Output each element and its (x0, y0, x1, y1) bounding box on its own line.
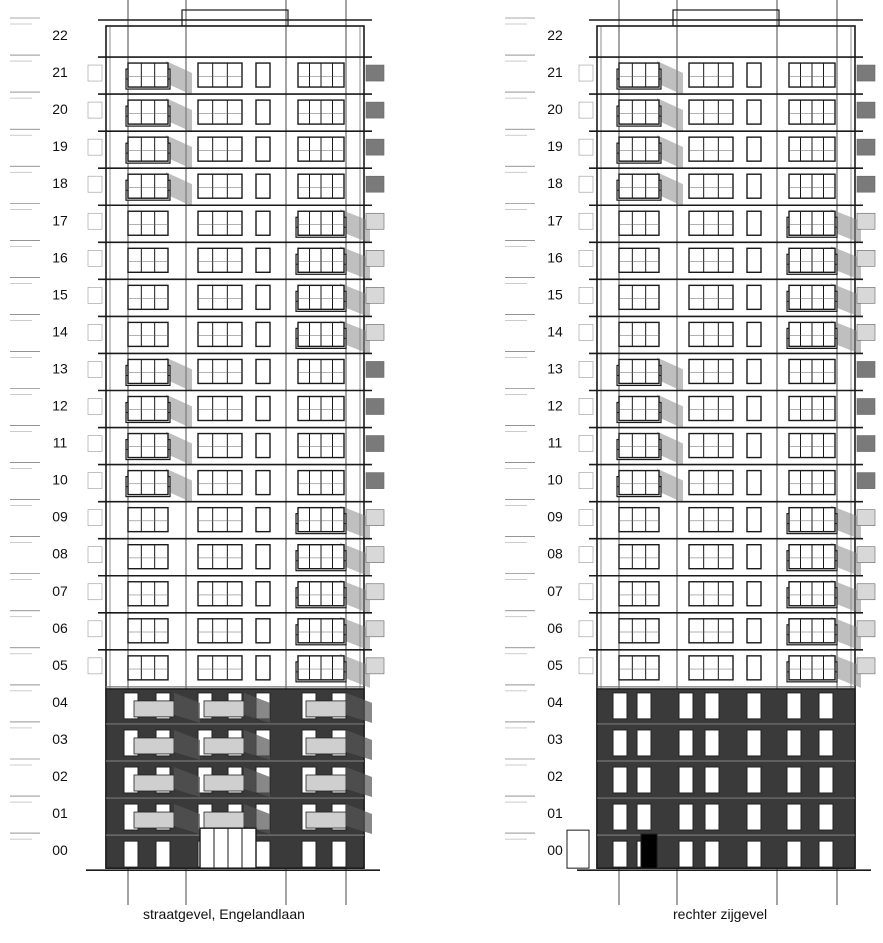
level-label: 00 (52, 842, 68, 859)
side-panel-left (88, 65, 102, 81)
window (619, 619, 659, 643)
window (689, 211, 733, 235)
window (198, 63, 242, 87)
window (198, 322, 242, 346)
window (128, 397, 168, 421)
side-panel-left (579, 324, 593, 340)
plinth-window (819, 804, 833, 830)
narrow-window (747, 248, 761, 272)
level-label: 13 (52, 360, 68, 377)
side-panel (366, 102, 384, 118)
plinth-window (637, 767, 651, 793)
street-elevation-caption: straatgevel, Engelandlaan (143, 906, 305, 922)
window (619, 248, 659, 272)
level-label: 01 (547, 805, 563, 822)
window (619, 582, 659, 606)
narrow-window (256, 174, 270, 198)
window (689, 582, 733, 606)
plinth-window (705, 841, 719, 867)
plinth-window (332, 841, 346, 867)
side-panel (366, 324, 384, 340)
roof-block (182, 10, 288, 26)
plinth-balcony (204, 738, 244, 754)
window (689, 100, 733, 124)
level-label: 20 (547, 101, 563, 118)
level-label: 11 (52, 434, 68, 451)
level-column-left (10, 18, 68, 858)
side-panel (366, 176, 384, 192)
window (128, 656, 168, 680)
window (619, 137, 659, 161)
side-panel (366, 473, 384, 489)
narrow-window (747, 174, 761, 198)
narrow-window (747, 471, 761, 495)
window (619, 656, 659, 680)
plinth-window (819, 767, 833, 793)
level-label: 15 (547, 286, 563, 303)
plinth-window (747, 730, 761, 756)
side-panel-left (579, 621, 593, 637)
plinth-window (637, 693, 651, 719)
narrow-window (256, 137, 270, 161)
window (619, 545, 659, 569)
side-panel (366, 547, 384, 563)
side-panel-left (88, 213, 102, 229)
side-panel-left (579, 250, 593, 266)
side-panel (366, 510, 384, 526)
level-label: 13 (547, 360, 563, 377)
window (198, 100, 242, 124)
level-label: 04 (547, 693, 563, 710)
plinth-balcony (306, 738, 346, 754)
narrow-window (256, 397, 270, 421)
side-panel (857, 324, 875, 340)
right-elevation-caption: rechter zijgevel (673, 906, 768, 922)
plinth-window (787, 693, 801, 719)
narrow-window (747, 359, 761, 383)
side-panel-left (88, 584, 102, 600)
window (689, 656, 733, 680)
side-panel-left (579, 658, 593, 674)
level-label: 16 (547, 249, 563, 266)
window (198, 434, 242, 458)
window (689, 397, 733, 421)
plinth-window (705, 804, 719, 830)
plinth-window (819, 693, 833, 719)
plinth-balcony (306, 701, 346, 717)
side-panel-left (88, 361, 102, 377)
plinth-window (787, 767, 801, 793)
level-label: 22 (52, 27, 68, 43)
side-panel-left (579, 547, 593, 563)
window (619, 211, 659, 235)
level-label: 15 (52, 286, 68, 303)
window (198, 248, 242, 272)
plinth-window (613, 841, 627, 867)
window (128, 174, 168, 198)
side-panel-left (579, 399, 593, 415)
narrow-window (256, 285, 270, 309)
window (689, 359, 733, 383)
window (128, 248, 168, 272)
narrow-window (747, 63, 761, 87)
level-label: 03 (547, 730, 563, 747)
side-annex (567, 830, 589, 868)
level-label: 09 (547, 508, 563, 525)
level-label: 00 (547, 842, 563, 859)
window (128, 322, 168, 346)
narrow-window (256, 619, 270, 643)
plinth-window (679, 841, 693, 867)
plinth-window (787, 730, 801, 756)
narrow-window (256, 471, 270, 495)
plinth-window (613, 804, 627, 830)
level-label: 19 (547, 138, 563, 155)
side-panel (857, 102, 875, 118)
side-panel-left (88, 324, 102, 340)
level-label: 06 (547, 619, 563, 636)
window (128, 508, 168, 532)
window (619, 174, 659, 198)
window (619, 285, 659, 309)
window (689, 545, 733, 569)
window (689, 322, 733, 346)
plinth-window (637, 730, 651, 756)
plinth-window (747, 767, 761, 793)
narrow-window (747, 137, 761, 161)
window (128, 285, 168, 309)
level-label: 11 (547, 434, 563, 451)
side-panel (366, 65, 384, 81)
window (619, 397, 659, 421)
window (128, 211, 168, 235)
level-label: 20 (52, 101, 68, 118)
level-label: 14 (52, 323, 68, 340)
narrow-window (747, 322, 761, 346)
window (128, 137, 168, 161)
window (198, 582, 242, 606)
side-panel (857, 658, 875, 674)
plinth-window (787, 841, 801, 867)
side-panel (857, 584, 875, 600)
level-label: 18 (547, 175, 563, 192)
narrow-window (747, 582, 761, 606)
roof-block (673, 10, 779, 26)
side-panel-left (88, 473, 102, 489)
plinth-window (705, 693, 719, 719)
narrow-window (256, 582, 270, 606)
window (619, 322, 659, 346)
entrance-dark-door (641, 834, 657, 868)
window (128, 434, 168, 458)
level-label: 09 (52, 508, 68, 525)
plinth-window (747, 804, 761, 830)
plinth-balcony (134, 701, 174, 717)
level-label: 07 (52, 582, 68, 599)
narrow-window (256, 100, 270, 124)
level-label: 03 (52, 730, 68, 747)
level-label: 02 (52, 768, 68, 784)
window (198, 137, 242, 161)
window (198, 359, 242, 383)
side-panel-left (88, 436, 102, 452)
window (619, 434, 659, 458)
narrow-window (256, 656, 270, 680)
narrow-window (256, 248, 270, 272)
level-label: 16 (52, 249, 68, 266)
plinth-window (819, 730, 833, 756)
side-panel-left (579, 176, 593, 192)
side-panel-left (88, 139, 102, 155)
level-label: 02 (547, 768, 563, 784)
level-label: 17 (547, 212, 563, 229)
narrow-window (747, 656, 761, 680)
elevation-street (86, 0, 384, 905)
narrow-window (256, 63, 270, 87)
plinth-window (705, 767, 719, 793)
window (128, 582, 168, 606)
side-panel (857, 621, 875, 637)
narrow-window (747, 545, 761, 569)
side-panel (366, 361, 384, 377)
plinth-balcony (204, 701, 244, 717)
window (689, 174, 733, 198)
side-panel (857, 436, 875, 452)
side-panel-left (88, 547, 102, 563)
side-panel (857, 510, 875, 526)
window (619, 63, 659, 87)
side-panel (857, 473, 875, 489)
narrow-window (256, 545, 270, 569)
plinth-window (302, 841, 316, 867)
level-label: 12 (547, 397, 563, 414)
window (689, 619, 733, 643)
plinth-balcony (306, 812, 346, 828)
window (689, 63, 733, 87)
plinth-window (747, 693, 761, 719)
side-panel (366, 584, 384, 600)
window (619, 508, 659, 532)
side-panel-left (579, 361, 593, 377)
side-panel-left (579, 287, 593, 303)
level-label: 05 (547, 656, 563, 673)
side-panel (366, 621, 384, 637)
plinth-window (613, 730, 627, 756)
plinth-window (679, 693, 693, 719)
narrow-window (747, 211, 761, 235)
elevation-right (567, 0, 875, 905)
side-panel-left (88, 102, 102, 118)
side-panel (857, 250, 875, 266)
narrow-window (747, 397, 761, 421)
side-panel (366, 436, 384, 452)
plinth-window (679, 767, 693, 793)
window (198, 656, 242, 680)
side-panel (857, 547, 875, 563)
side-panel-left (88, 510, 102, 526)
level-label: 08 (547, 545, 563, 562)
side-panel-left (579, 584, 593, 600)
window (198, 211, 242, 235)
level-label: 19 (52, 138, 68, 155)
plinth-balcony (134, 775, 174, 791)
side-panel (366, 287, 384, 303)
side-panel (857, 65, 875, 81)
window (198, 471, 242, 495)
side-panel-left (579, 436, 593, 452)
plinth-balcony (134, 738, 174, 754)
level-column-right (505, 18, 563, 858)
window (198, 508, 242, 532)
level-label: 07 (547, 582, 563, 599)
level-label: 14 (547, 323, 563, 340)
side-panel-left (88, 399, 102, 415)
side-panel (366, 399, 384, 415)
level-label: 21 (52, 64, 68, 81)
plinth-window (156, 841, 170, 867)
plinth-balcony (134, 812, 174, 828)
level-label: 10 (52, 471, 68, 488)
plinth-window (787, 804, 801, 830)
side-panel-left (579, 102, 593, 118)
plinth-window (613, 693, 627, 719)
window (198, 545, 242, 569)
level-label: 08 (52, 545, 68, 562)
narrow-window (256, 434, 270, 458)
window (689, 285, 733, 309)
level-label: 06 (52, 619, 68, 636)
plinth-balcony (204, 812, 244, 828)
plinth-window (679, 804, 693, 830)
window (689, 471, 733, 495)
window (128, 359, 168, 383)
side-panel (366, 139, 384, 155)
narrow-window (256, 211, 270, 235)
window (198, 285, 242, 309)
side-panel-left (579, 473, 593, 489)
narrow-window (747, 100, 761, 124)
window (619, 471, 659, 495)
narrow-window (256, 508, 270, 532)
window (198, 174, 242, 198)
narrow-window (747, 619, 761, 643)
level-label: 10 (547, 471, 563, 488)
side-panel (857, 213, 875, 229)
level-label: 05 (52, 656, 68, 673)
level-label: 01 (52, 805, 68, 822)
window (689, 508, 733, 532)
window (689, 137, 733, 161)
window (128, 100, 168, 124)
narrow-window (256, 322, 270, 346)
side-panel (857, 361, 875, 377)
plinth-window (613, 767, 627, 793)
side-panel (366, 658, 384, 674)
plinth-balcony (204, 775, 244, 791)
plinth-window (637, 804, 651, 830)
level-label: 12 (52, 397, 68, 414)
narrow-window (747, 434, 761, 458)
side-panel-left (579, 510, 593, 526)
window (619, 100, 659, 124)
level-label: 04 (52, 693, 68, 710)
window (689, 434, 733, 458)
narrow-window (747, 285, 761, 309)
side-panel (857, 399, 875, 415)
window (198, 397, 242, 421)
side-panel-left (88, 658, 102, 674)
side-panel-left (88, 250, 102, 266)
side-panel (857, 287, 875, 303)
plinth-window (679, 730, 693, 756)
plinth-balcony (306, 775, 346, 791)
side-panel-left (579, 213, 593, 229)
level-label: 21 (547, 64, 563, 81)
narrow-window (256, 359, 270, 383)
side-panel (366, 213, 384, 229)
side-panel-left (88, 287, 102, 303)
window (128, 619, 168, 643)
window (198, 619, 242, 643)
level-label: 22 (547, 27, 563, 43)
side-panel-left (579, 139, 593, 155)
side-panel (366, 250, 384, 266)
window (128, 471, 168, 495)
side-panel-left (88, 176, 102, 192)
window (619, 359, 659, 383)
plinth-window (124, 841, 138, 867)
plinth (597, 689, 855, 868)
side-panel-left (579, 65, 593, 81)
side-panel (857, 139, 875, 155)
plinth-window (705, 730, 719, 756)
side-panel (857, 176, 875, 192)
level-label: 18 (52, 175, 68, 192)
plinth-window (256, 841, 270, 867)
window (689, 248, 733, 272)
narrow-window (747, 508, 761, 532)
plinth-window (747, 841, 761, 867)
side-panel-left (88, 621, 102, 637)
plinth-window (819, 841, 833, 867)
window (128, 63, 168, 87)
window (128, 545, 168, 569)
level-label: 17 (52, 212, 68, 229)
